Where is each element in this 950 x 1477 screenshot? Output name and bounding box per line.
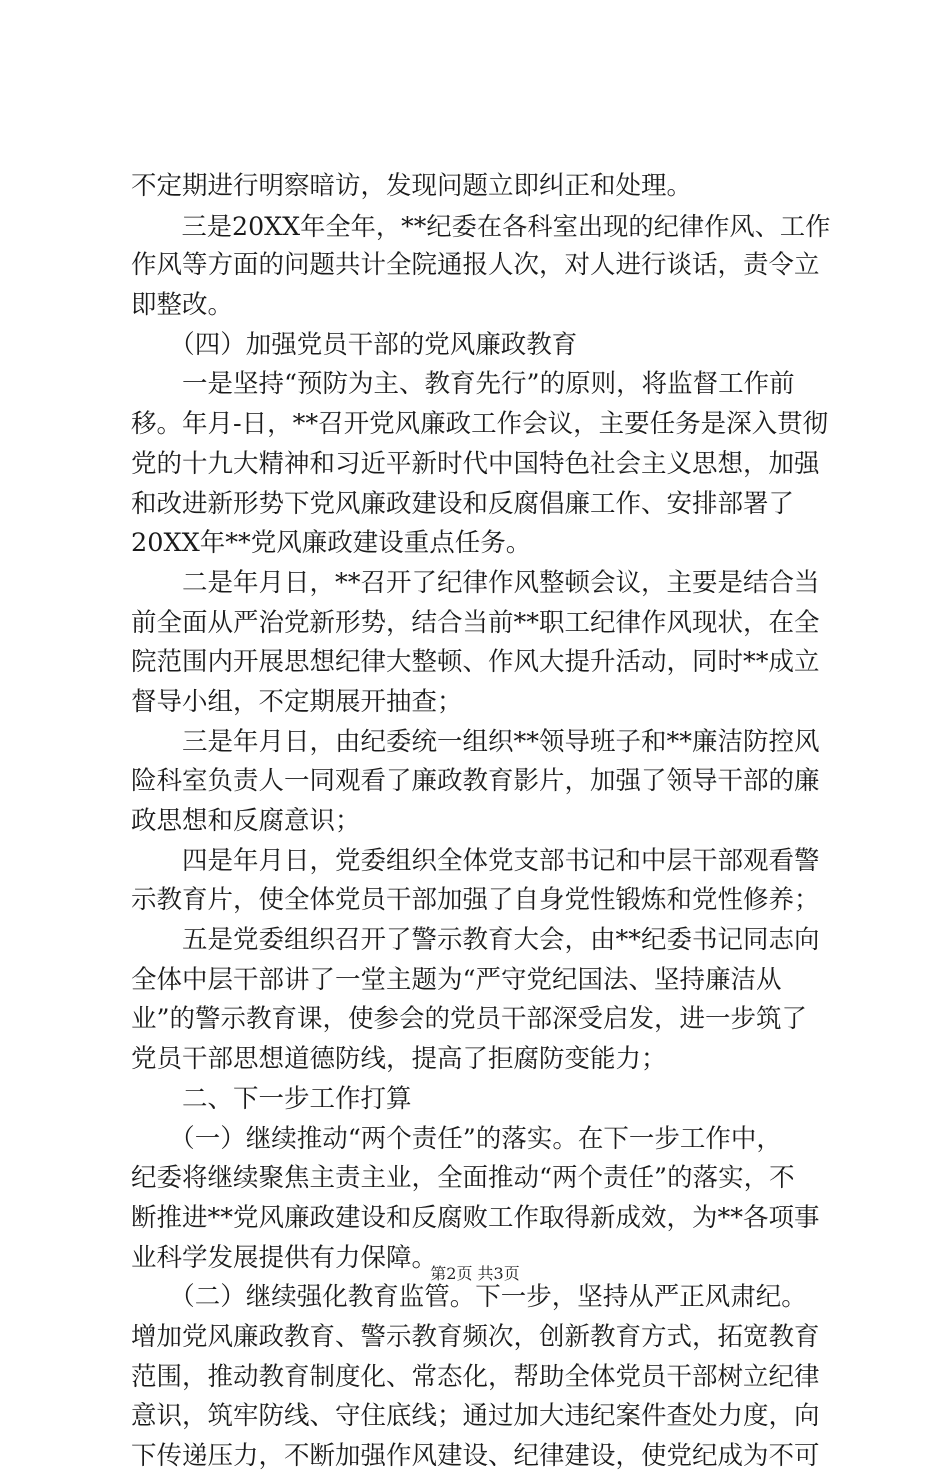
text-line: 增加党风廉政教育、警示教育频次，创新教育方式，拓宽教育 <box>131 1321 820 1352</box>
text-line: 五是党委组织召开了警示教育大会，由**纪委书记同志向 <box>131 925 820 956</box>
text-line: 全体中层干部讲了一堂主题为“严守党纪国法、坚持廉洁从 <box>131 964 782 995</box>
text-line: 作风等方面的问题共计全院通报人次，对人进行谈话，责令立 <box>131 250 820 281</box>
text-line: 一是坚持“预防为主、教育先行”的原则，将监督工作前 <box>131 369 795 400</box>
text-line: 三是年月日，由纪委统一组织**领导班子和**廉洁防控风 <box>131 726 820 757</box>
text-line: 意识，筑牢防线、守住底线；通过加大违纪案件查处力度，向 <box>131 1401 820 1432</box>
text-line: 督导小组，不定期展开抽查； <box>131 686 463 717</box>
text-line: 二、下一步工作打算 <box>131 1083 412 1114</box>
text-line: 险科室负责人一同观看了廉政教育影片，加强了领导干部的廉 <box>131 766 820 797</box>
text-line: 纪委将继续聚焦主责主业，全面推动“两个责任”的落实，不 <box>131 1163 795 1194</box>
text-line: 前全面从严治党新形势，结合当前**职工纪律作风现状，在全 <box>131 607 820 638</box>
text-line: 三是20XX年全年，**纪委在各科室出现的纪律作风、工作 <box>131 211 831 241</box>
text-line: 和改进新形势下党风廉政建设和反腐倡廉工作、安排部署了 <box>131 488 795 519</box>
text-line: 示教育片，使全体党员干部加强了自身党性锻炼和党性修养； <box>131 885 820 916</box>
text-line: 20XX年**党风廉政建设重点任务。 <box>131 528 532 559</box>
text-line: 业科学发展提供有力保障。 <box>131 1242 438 1273</box>
text-line: 移。年月-日，**召开党风廉政工作会议，主要任务是深入贯彻 <box>131 409 829 440</box>
text-line: （四）加强党员干部的党风廉政教育 <box>131 329 578 360</box>
text-line: 四是年月日，党委组织全体党支部书记和中层干部观看警 <box>131 845 820 876</box>
text-line: 政思想和反腐意识； <box>131 806 361 836</box>
page-footer: 第2页 共3页 <box>430 1264 520 1283</box>
text-line: 即整改。 <box>131 290 234 321</box>
text-line: （一）继续推动“两个责任”的落实。在下一步工作中， <box>131 1123 782 1154</box>
text-line: 断推进**党风廉政建设和反腐败工作取得新成效，为**各项事 <box>131 1202 820 1233</box>
text-line: 下传递压力，不断加强作风建设、纪律建设，使党纪成为不可 <box>131 1441 820 1471</box>
text-line: 不定期进行明察暗访，发现问题立即纠正和处理。 <box>131 171 693 201</box>
text-line: 业”的警示教育课，使参会的党员干部深受启发，进一步筑了 <box>131 1004 808 1035</box>
text-line: 党的十九大精神和习近平新时代中国特色社会主义思想，加强 <box>131 448 820 479</box>
text-line: 范围，推动教育制度化、常态化，帮助全体党员干部树立纪律 <box>131 1361 820 1392</box>
text-line: 党员干部思想道德防线，提高了拒腐防变能力； <box>131 1044 667 1075</box>
text-line: 二是年月日，**召开了纪律作风整顿会议，主要是结合当 <box>131 567 820 598</box>
text-line: 院范围内开展思想纪律大整顿、作风大提升活动，同时**成立 <box>131 647 820 678</box>
text-line: （二）继续强化教育监管。下一步，坚持从严正风肃纪。 <box>131 1282 807 1313</box>
